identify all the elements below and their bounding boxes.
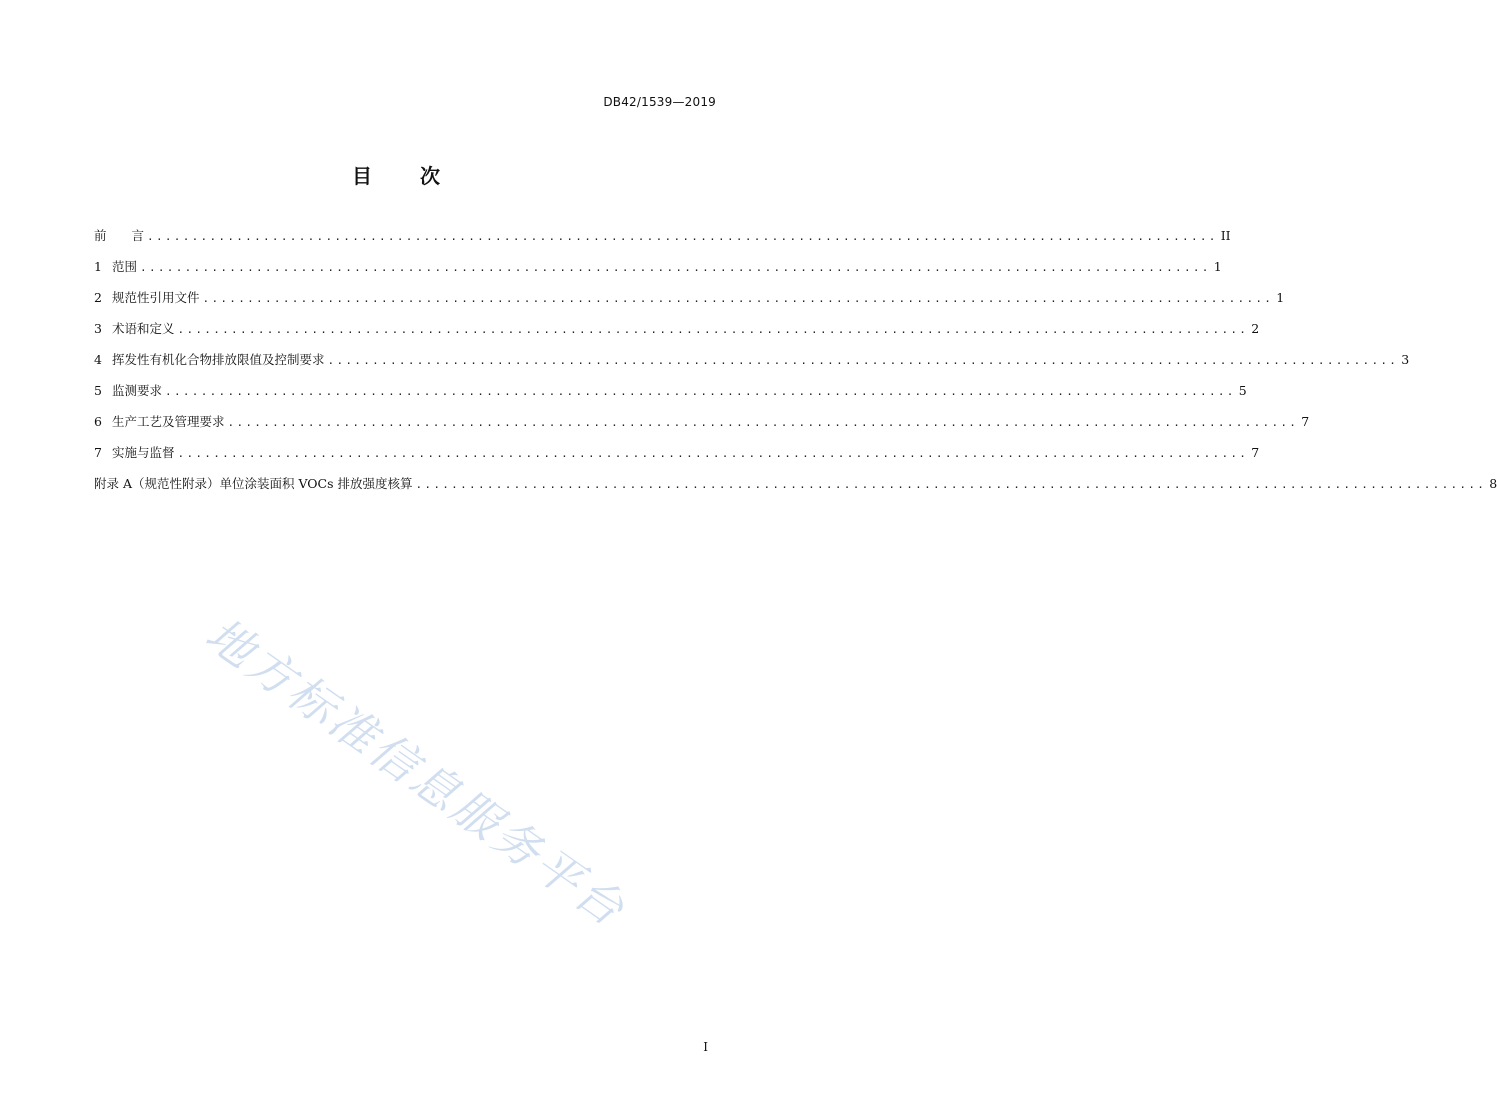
toc-entry-label: 生产工艺及管理要求	[112, 414, 225, 429]
toc-dot-leader: ........................................................................................................................	[177, 323, 1249, 336]
toc-entry-number: 2	[94, 290, 102, 305]
toc-dot-leader: ........................................................................................................................	[415, 478, 1487, 491]
toc-entry-label: 附录 A（规范性附录）单位涂装面积 VOCs 排放强度核算	[94, 476, 413, 491]
toc-dot-leader: ........................................................................................................................	[202, 292, 1274, 305]
toc-dot-leader: ........................................................................................................................	[147, 230, 1218, 243]
toc-entry-page: 7	[1251, 445, 1260, 460]
toc-dot-leader: ........................................................................................................................	[327, 354, 1399, 367]
toc-entry-page: 2	[1251, 321, 1260, 336]
toc-entry-label: 实施与监督	[112, 445, 175, 460]
toc-entry-label: 前 言	[94, 228, 145, 243]
toc-entry-monitoring[interactable]	[94, 381, 1247, 412]
toc-entry-page: 7	[1301, 414, 1310, 429]
toc-dot-leader: ........................................................................................................................	[165, 385, 1236, 398]
toc-entry-number: 7	[94, 445, 102, 460]
toc-entry-scope[interactable]	[94, 257, 1222, 288]
toc-entry-page: 8	[1489, 476, 1497, 491]
toc-entry-label: 规范性引用文件	[112, 290, 200, 305]
toc-dot-leader: ........................................................................................................................	[177, 447, 1249, 460]
page-number: I	[703, 1040, 708, 1054]
toc-entry-label: 挥发性有机化合物排放限值及控制要求	[112, 352, 325, 367]
toc-entry-number: 1	[94, 259, 102, 274]
document-code: DB42/1539—2019	[603, 95, 716, 109]
toc-entry-number: 5	[94, 383, 102, 398]
toc-entry-process-management[interactable]	[94, 412, 1310, 443]
toc-entry-label: 术语和定义	[112, 321, 175, 336]
toc-entry-normative-references[interactable]	[94, 288, 1285, 319]
toc-entry-foreword[interactable]	[94, 226, 1231, 257]
toc-entry-page: 1	[1213, 259, 1222, 274]
toc-entry-number: 3	[94, 321, 102, 336]
toc-dot-leader: ........................................................................................................................	[140, 261, 1211, 274]
watermark: 地方标准信息服务平台	[196, 606, 637, 938]
toc-entry-label: 监测要求	[112, 383, 163, 398]
toc-entry-terms-definitions[interactable]	[94, 319, 1260, 350]
toc-entry-number: 6	[94, 414, 102, 429]
toc-entry-implementation[interactable]	[94, 443, 1260, 474]
toc-entry-page: 3	[1401, 352, 1410, 367]
toc-entry-page: II	[1220, 228, 1231, 243]
table-of-contents	[94, 226, 1497, 505]
toc-title-part1: 目	[352, 164, 372, 188]
toc-entry-emission-limits[interactable]	[94, 350, 1410, 381]
toc-entry-page: 1	[1276, 290, 1285, 305]
toc-entry-number: 4	[94, 352, 102, 367]
toc-title-part2: 次	[420, 164, 440, 188]
toc-title	[0, 160, 792, 189]
toc-entry-page: 5	[1238, 383, 1247, 398]
toc-dot-leader: ........................................................................................................................	[227, 416, 1299, 429]
toc-entry-appendix-a[interactable]	[94, 474, 1497, 505]
toc-entry-label: 范围	[112, 259, 138, 274]
